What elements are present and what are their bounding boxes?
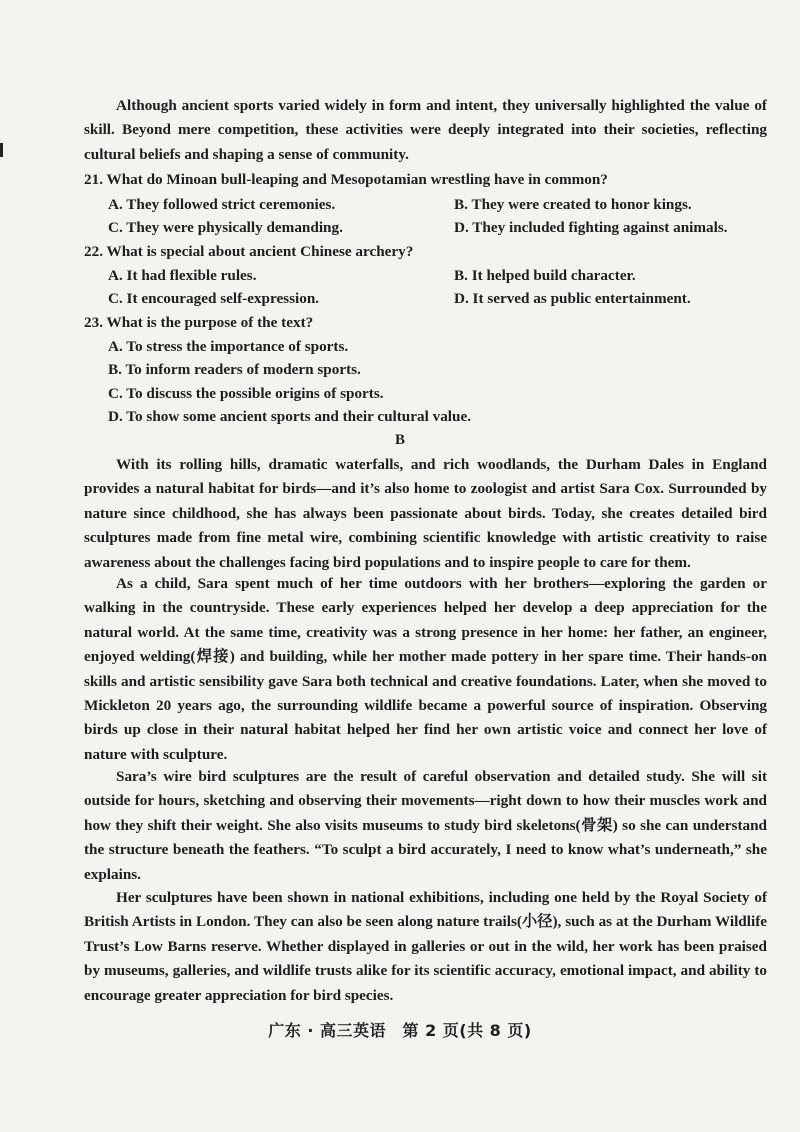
question-22-option-d: D. It served as public entertainment.	[454, 290, 691, 307]
passage-a-closing: Although ancient sports varied widely in form and intent, they universally highlighted the value of skill. Beyond mere competition, these activities were deeply integrated into their societies, reflecting cultural beliefs and shaping a sense of community.	[84, 97, 767, 163]
question-22-option-b: B. It helped build character.	[454, 267, 636, 284]
question-22-option-a: A. It had flexible rules.	[108, 267, 257, 284]
section-b-heading: B	[394, 432, 405, 448]
section-b-paragraph-4: Her sculptures have been shown in national exhibitions, including one held by the Royal Society of British Artists in London. They can also be seen along nature trails(小径), such as at the Durham Wildlife Trust’s Low Barns reserve. Whether displayed in galleries or out in the wild, her work has been praised by museums, galleries, and wildlife trusts alike for its scientific accuracy, emotional impact, and ability to encourage greater appreciation for bird species.	[84, 889, 767, 1004]
question-21-option-b: B. They were created to honor kings.	[454, 196, 692, 213]
question-21-stem: 21. What do Minoan bull-leaping and Mesopotamian wrestling have in common?	[84, 171, 608, 188]
question-23-option-a: A. To stress the importance of sports.	[108, 338, 349, 355]
question-22-stem: 22. What is special about ancient Chinese archery?	[84, 243, 414, 260]
question-23-stem: 23. What is the purpose of the text?	[84, 314, 314, 331]
section-b-paragraph-2: As a child, Sara spent much of her time outdoors with her brothers—exploring the garden or walking in the countryside. These early experiences helped her develop a deep appreciation for the natural world. At the same time, creativity was a strong presence in her home: her father, an engineer, enjoyed welding(焊接) and building, while her mother made pottery in her spare time. Their hands-on skills and artistic sensibility gave Sara both technical and creative foundations. Later, when she moved to Mickleton 20 years ago, the surrounding wildlife became a powerful source of inspiration. Observing birds up close in their natural habitat helped her find her own artistic voice and connect her love of nature with sculpture.	[84, 575, 767, 763]
question-23-option-d: D. To show some ancient sports and their cultural value.	[108, 408, 471, 425]
section-b-paragraph-1: With its rolling hills, dramatic waterfalls, and rich woodlands, the Durham Dales in England provides a natural habitat for birds—and it’s also home to zoologist and artist Sara Cox. Surrounded by nature since childhood, she has always been passionate about birds. Today, she creates detailed bird sculptures made from fine metal wire, combining scientific knowledge with artistic creativity to raise awareness about the challenges facing bird populations and to inspire people to care for them.	[84, 456, 767, 571]
scan-edge-mark	[0, 143, 3, 157]
question-23-option-b: B. To inform readers of modern sports.	[108, 361, 361, 378]
question-21-option-c: C. They were physically demanding.	[108, 219, 343, 236]
question-21-option-d: D. They included fighting against animals.	[454, 219, 728, 236]
section-b-paragraph-3: Sara’s wire bird sculptures are the result of careful observation and detailed study. She will sit outside for hours, sketching and observing their movements—right down to how their muscles work and how they shift their weight. She also visits museums to study bird skeletons(骨架) so she can understand the structure beneath the feathers. “To sculpt a bird accurately, I need to know what’s underneath,” she explains.	[84, 768, 767, 883]
page-footer: 广东 · 高三英语 第 2 页(共 8 页)	[268, 1021, 532, 1040]
question-23-option-c: C. To discuss the possible origins of sports.	[108, 385, 384, 402]
question-22-option-c: C. It encouraged self-expression.	[108, 290, 320, 307]
question-21-option-a: A. They followed strict ceremonies.	[108, 196, 336, 213]
